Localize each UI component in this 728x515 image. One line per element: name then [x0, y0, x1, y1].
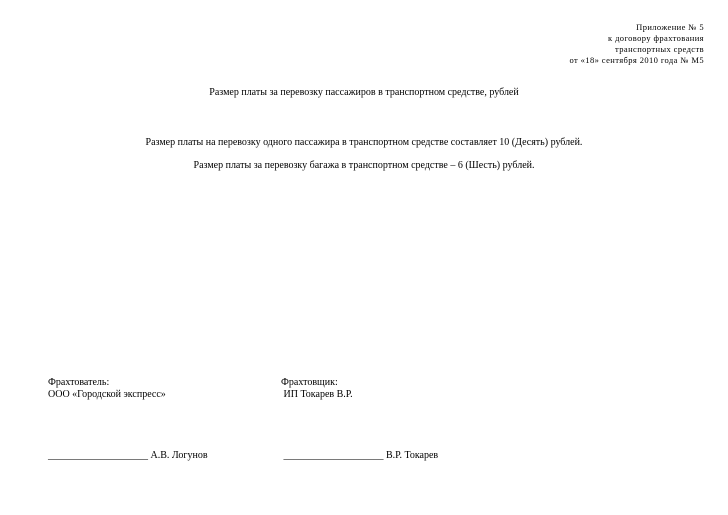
charterer-signature-line: ____________________ А.В. Логунов: [48, 450, 208, 461]
carrier-name: ИП Токарев В.Р.: [281, 389, 353, 400]
appendix-number: Приложение № 5: [636, 22, 704, 32]
charterer-block: [48, 377, 166, 401]
passenger-fee-text: Размер платы на перевозку одного пассажира в транспортном средстве составляет 10 (Десять) рублей.: [145, 137, 583, 148]
document-title: Размер платы за перевозку пассажиров в транспортном средстве, рублей: [209, 87, 519, 98]
appendix-contract-ref: к договору фрахтования: [608, 33, 704, 43]
appendix-contract-subject: транспортных средств: [615, 44, 704, 54]
baggage-fee-text: Размер платы за перевозку багажа в транспортном средстве – 6 (Шесть) рублей.: [193, 160, 535, 171]
charterer-name: ООО «Городской экспресс»: [48, 389, 166, 400]
carrier-signature-line: ____________________ В.Р. Токарев: [281, 450, 439, 461]
appendix-contract-date: от «18» сентября 2010 года № М5: [569, 55, 704, 65]
carrier-block: [281, 377, 353, 401]
appendix-header: [570, 22, 705, 66]
carrier-role: Фрахтовщик:: [281, 377, 338, 388]
charterer-role: Фрахтователь:: [48, 377, 110, 388]
